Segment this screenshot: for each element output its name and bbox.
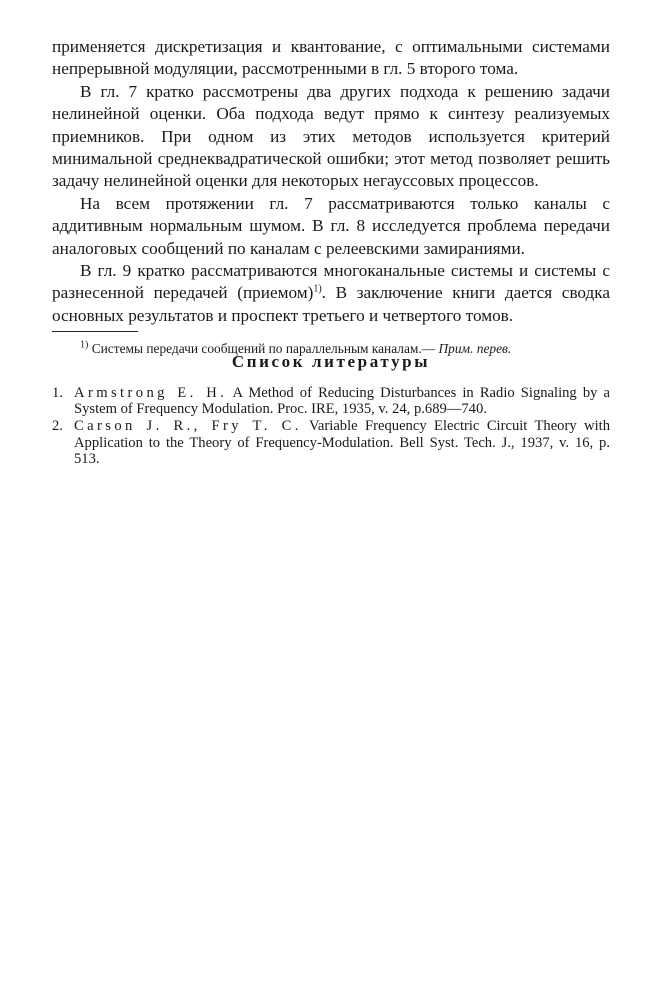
references-heading: Список литературы [231,352,431,371]
page-body [52,36,610,467]
reference-item [52,385,610,417]
reference-text: A Method of Reducing Disturbances in Radio Signaling by a System of Frequency Modulation. Proc. IRE, 1935, v. 24, p.689—740. [74,385,610,418]
footnote-mark: 1) [80,339,89,351]
reference-author: Carson J. R., Fry T. C. [74,418,302,435]
reference-text: Variable Frequency Electric Circuit Theory with Application to the Theory of Frequency-Modulation. Bell Syst. Tech. J., 1937, v. 16, p. 513. [74,418,610,467]
reference-author: Armstrong E. H. [74,385,228,401]
reference-item [52,418,610,467]
reference-number: 1. [52,385,63,401]
paragraph-continuation: применяется дискретизация и квантование, с оптимальными системами непрерывной модуляции, рассмотренными в гл. 5 второго тома. [52,37,610,79]
footnote-text: Системы передачи сообщений по параллельным каналам.— [91,341,439,357]
paragraph-chapter-9-tail: . В заключение книги дается сводка основных результатов и проспект третьего и четвертого томов. [52,283,610,325]
reference-number: 2. [52,418,63,435]
paragraph-chapter-8: На всем протяжении гл. 7 рассматриваются только каналы с аддитивным нормальным шумом. В гл. 8 исследуется проблема передачи аналоговых сообщений по каналам с релеевскими замираниями. [52,193,610,258]
footnote-translator-note: Прим. перев. [438,341,512,357]
paragraph-chapter-9 [52,260,610,327]
paragraph-chapter-9-text: В гл. 9 кратко рассматриваются многоканальные системы и системы с разнесенной передачей (приемом) [52,261,610,303]
footnote-divider [52,331,138,332]
paragraph-chapter-7: В гл. 7 кратко рассмотрены два других подхода к решению задачи нелинейной оценки. Оба подхода ведут прямо к синтезу реализуемых приемников. При одном из этих методов используется критерий минимальной среднеквадратической ошибки; этот метод позволяет решить задачу нелинейной оценки для некоторых негауссовых процессов. [52,81,610,191]
footnote-reference-mark: 1) [313,283,322,295]
references-list [52,385,610,468]
